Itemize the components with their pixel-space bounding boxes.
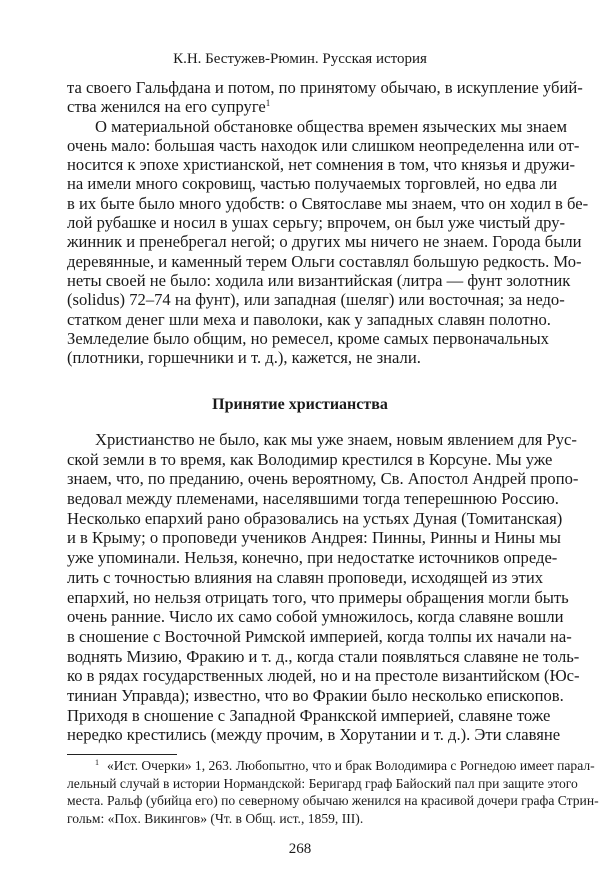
text-line xyxy=(67,489,559,509)
line-text: (плотники, горшечники и т. д.), кажется, не знали. xyxy=(67,348,421,368)
line-text: жинник и пренебрегал негой; о других мы ничего не знаем. Города были xyxy=(67,232,582,252)
line-text: на имели много сокровищ, частью получаемых торговлей, но едва ли xyxy=(67,174,558,194)
text-line xyxy=(67,792,599,810)
text-line xyxy=(67,78,583,97)
text-line xyxy=(67,328,549,348)
text-line xyxy=(67,155,576,175)
text-line xyxy=(67,270,571,290)
line-text: ведовал между племенами, населявшими тогда теперешнюю Россию. xyxy=(67,489,559,509)
line-text: в их быте было много удобств: о Святославе мы знаем, что он ходил в бе- xyxy=(67,193,589,213)
line-text: в сношение с Восточной Римской империей, когда толпы их начали на- xyxy=(67,626,572,646)
text-line xyxy=(67,666,580,686)
section-heading: Принятие христианства xyxy=(212,396,388,413)
line-text: лить с точностью влияния на славян проповеди, исходящей из этих xyxy=(67,567,543,587)
text-line xyxy=(67,528,561,548)
text-line xyxy=(67,290,565,310)
footnote-divider xyxy=(67,754,177,755)
line-text: носится к эпохе христианской, нет сомнения в том, что князья и дружи- xyxy=(67,155,576,175)
line-text: Приходя в сношение с Западной Франкской империей, славяне тоже xyxy=(67,705,551,725)
line-text: очень мало: большая часть находок или слишком неопределенна или от- xyxy=(67,135,580,155)
footnote xyxy=(67,757,599,827)
text-line xyxy=(67,309,551,329)
text-line xyxy=(67,449,553,470)
line-text: воднять Мизию, Фракию и т. д., когда стали появляться славяне не толь- xyxy=(67,646,580,666)
line-text: неты своей не было: ходила или византийская (литра — фунт золотник xyxy=(67,270,571,290)
text-line xyxy=(67,97,543,116)
page-number: 268 xyxy=(288,841,312,857)
line-text: тиниан Управда); известно, что во Фракии было несколько епископов. xyxy=(67,685,564,705)
text-line xyxy=(67,646,580,667)
line-text: места. Ральф (убийца его) по северному обычаю женился на красивой дочери графа Стрин- xyxy=(67,793,599,809)
text-line xyxy=(67,348,543,367)
line-text: статком денег шли меха и паволоки, как у западных славян полотно. xyxy=(67,309,551,329)
text-line xyxy=(67,705,551,726)
text-line xyxy=(67,607,564,627)
text-line xyxy=(67,193,589,213)
footnote-ref[interactable]: 1 xyxy=(265,98,271,109)
line-text: Земледелие было общим, но ремесел, кроме самых первоначальных xyxy=(67,328,549,348)
line-text: та своего Гальфдана и потом, по принятому обычаю, в искупление убий- xyxy=(67,78,583,97)
line-text: гольм: «Пох. Викингов» (Чт. в Общ. ист., 1859, III). xyxy=(67,810,364,826)
body-text-section-1 xyxy=(67,78,589,368)
text-line xyxy=(67,251,582,271)
line-text: и в Крыму; о проповеди учеников Андрея: Пинны, Ринны и Нины мы xyxy=(67,528,561,548)
text-line xyxy=(67,135,580,155)
text-line xyxy=(67,587,569,608)
text-line xyxy=(67,213,566,233)
line-text: Несколько епархий рано образовались на устьях Дуная (Томитанская) xyxy=(67,508,563,528)
footnote-number: 1 xyxy=(95,758,99,767)
line-text: нередко крестились (между прочим, в Хорутании и т. д.). Эти славяне xyxy=(67,725,561,745)
line-text: знаем, что, по преданию, очень вероятному, Св. Апостол Андрей пропо- xyxy=(67,469,579,489)
line-text: деревянные, и каменный терем Ольги составлял большую редкость. Мо- xyxy=(67,251,582,271)
line-text: ской земли в то время, как Володимир крестился в Корсуне. Мы уже xyxy=(67,449,553,469)
text-line xyxy=(67,685,564,706)
line-text: ко в рядах государственных людей, но и на престоле византийском (Юс- xyxy=(67,666,580,686)
line-text: лой рубашке и носил в ушах серьгу; впрочем, он был уже чистый дру- xyxy=(67,213,566,233)
running-header: К.Н. Бестужев-Рюмин. Русская история xyxy=(173,51,427,67)
text-line xyxy=(67,626,572,647)
line-text: Христианство не было, как мы уже знаем, новым явлением для Рус- xyxy=(95,430,577,449)
text-line xyxy=(67,232,582,252)
line-text: О материальной обстановке общества времен языческих мы знаем xyxy=(95,116,568,136)
line-text: очень ранние. Число их само собой умножилось, когда славяне вошли xyxy=(67,607,564,627)
text-line xyxy=(67,757,595,775)
text-line xyxy=(67,508,563,529)
text-line xyxy=(67,430,577,450)
text-line xyxy=(67,775,578,793)
text-line xyxy=(67,725,561,745)
text-line xyxy=(67,548,558,568)
line-text: уже упоминали. Нельзя, конечно, при недостатке источников опреде- xyxy=(67,548,558,568)
line-text: епархий, но нельзя отрицать того, что примеры обращения могли быть xyxy=(67,587,569,607)
body-text-section-2 xyxy=(67,430,580,745)
line-text: лельный случай в истории Нормандской: Беригард граф Байоский пал при защите этого xyxy=(67,775,578,791)
line-text: «Ист. Очерки» 1, 263. Любопытно, что и брак Володимира с Рогнедою имеет парал- xyxy=(107,758,595,773)
text-line xyxy=(67,116,568,136)
text-line xyxy=(67,568,543,588)
line-text: (solidus) 72–74 на фунт), или западная (шеляг) или восточная; за недо- xyxy=(67,290,565,310)
text-line xyxy=(67,810,543,828)
text-line xyxy=(67,469,579,489)
text-line xyxy=(67,174,558,194)
line-text: ства женился на его супруге xyxy=(67,97,266,117)
